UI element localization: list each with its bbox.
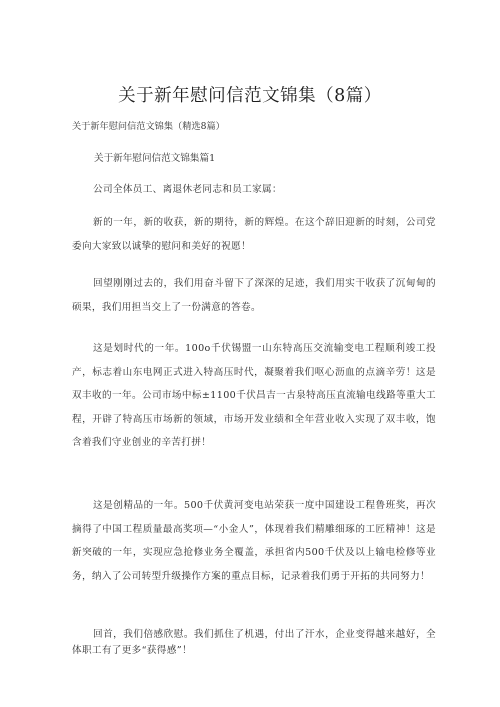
body-paragraph: 新的一年，新的收获，新的期待，新的辉煌。在这个辞旧迎新的时刻，公司党委向大家致以诚挚的慰问和美好的祝愿！	[72, 217, 436, 252]
salutation-paragraph: 公司全体员工、离退休老同志和员工家属：	[93, 184, 282, 195]
body-paragraph: 这是创精品的一年。500千伏黄河变电站荣获一度中国建设工程鲁班奖，再次摘得了中国工程质量最高奖项—“小金人”，体现着我们精雕细琢的工匠精神！这是新突破的一年，实现应急抢修业务全覆盖，承担省内500千伏及以上输电检修等业务，纳入了公司转型升级操作方案的重点目标，记录着我们勇于开拓的共同努力！	[72, 500, 436, 582]
section-heading: 关于新年慰问信范文锦集篇1	[94, 153, 216, 164]
body-paragraph: 这是划时代的一年。100o千伏锡盟一山东特高压交流输变电工程顺利竣工投产，标志着山东电网正式进入特高压时代，凝聚着我们呕心沥血的点滴辛劳！这是双丰收的一年。公司市场中标±1100千伏昌吉一古泉特高压直流输电线路等重大工程，开辟了特高压市场新的领域，市场开发业绩和全年营业收入实现了双丰收，饱含着我们守业创业的辛苦打拼！	[72, 343, 436, 448]
document-subtitle: 关于新年慰问信范文锦集（精选8篇）	[72, 121, 225, 132]
body-paragraph: 回望刚刚过去的，我们用奋斗留下了深深的足迹，我们用实干收获了沉甸甸的硕果，我们用担当交上了一份满意的答卷。	[72, 278, 436, 313]
document-title: 关于新年慰问信范文锦集（8篇）	[118, 86, 382, 106]
body-paragraph: 回首，我们倍感欣慰。我们抓住了机遇，付出了汗水，企业变得越来越好，全体职工有了更多“获得感”！	[72, 629, 436, 656]
